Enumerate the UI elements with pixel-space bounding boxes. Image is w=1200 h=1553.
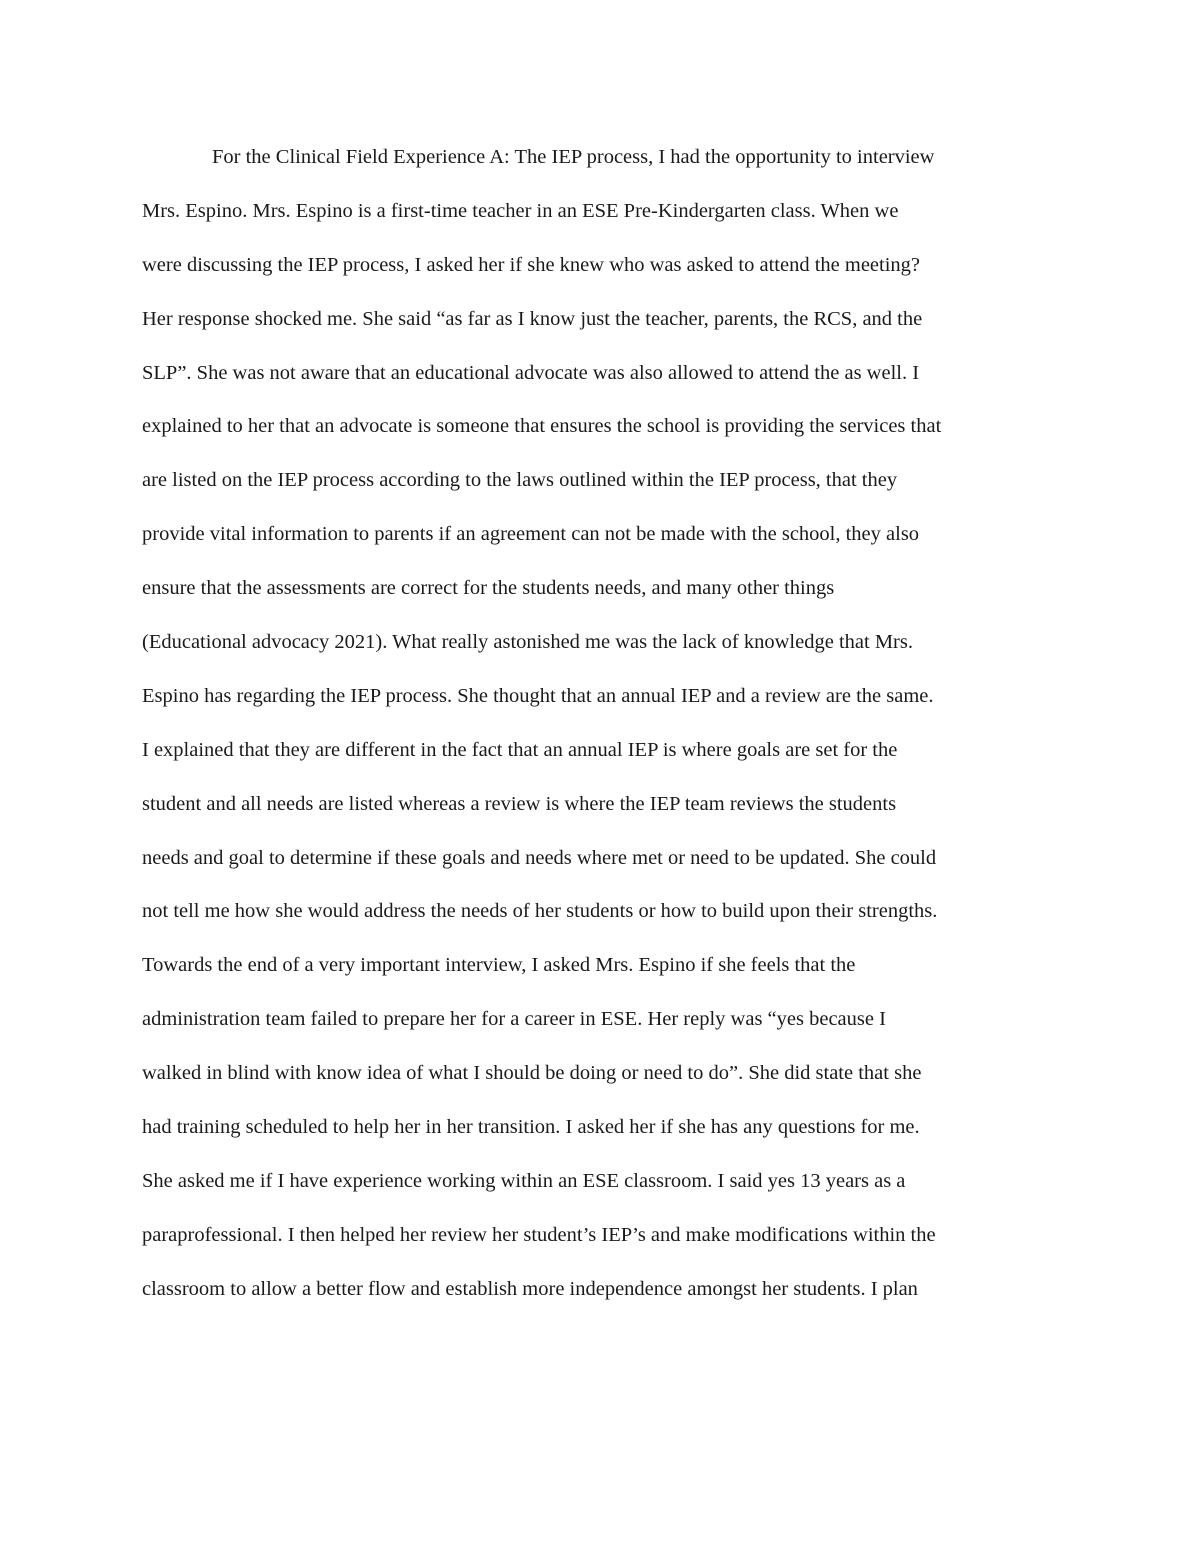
text-line: For the Clinical Field Experience A: The IEP process, I had the opportunity to interview [212, 146, 935, 168]
text-line: I explained that they are different in the fact that an annual IEP is where goals are set for the [142, 738, 898, 761]
text-line: Her response shocked me. She said “as far as I know just the teacher, parents, the RCS, and the [142, 307, 923, 330]
text-line: needs and goal to determine if these goals and needs where met or need to be updated. She could [142, 846, 937, 869]
text-line: classroom to allow a better flow and establish more independence amongst her students. I plan [142, 1277, 918, 1300]
text-line: SLP”. She was not aware that an educational advocate was also allowed to attend the as well. I [142, 361, 920, 384]
text-line: Towards the end of a very important interview, I asked Mrs. Espino if she feels that the [142, 954, 856, 977]
text-line: provide vital information to parents if an agreement can not be made with the school, they also [142, 523, 920, 546]
text-line: She asked me if I have experience working within an ESE classroom. I said yes 13 years as a [142, 1169, 906, 1192]
text-line: explained to her that an advocate is someone that ensures the school is providing the services that [142, 415, 942, 438]
text-line: ensure that the assessments are correct for the students needs, and many other things [142, 577, 835, 600]
text-line: administration team failed to prepare her for a career in ESE. Her reply was “yes because I [142, 1008, 886, 1031]
text-line: Espino has regarding the IEP process. She thought that an annual IEP and a review are the same. [142, 684, 934, 707]
text-line: student and all needs are listed whereas a review is where the IEP team reviews the students [142, 792, 897, 815]
text-line: not tell me how she would address the needs of her students or how to build upon their strengths. [142, 900, 938, 923]
text-line: were discussing the IEP process, I asked her if she knew who was asked to attend the meeting? [142, 253, 921, 276]
text-line: are listed on the IEP process according to the laws outlined within the IEP process, that they [142, 469, 898, 492]
text-line: paraprofessional. I then helped her review her student’s IEP’s and make modifications within the [142, 1223, 936, 1246]
text-line: had training scheduled to help her in her transition. I asked her if she has any questions for me. [142, 1116, 920, 1139]
text-line: Mrs. Espino. Mrs. Espino is a first-time teacher in an ESE Pre-Kindergarten class. When we [142, 199, 899, 222]
text-line: walked in blind with know idea of what I should be doing or need to do”. She did state that she [142, 1062, 922, 1085]
body-paragraph [142, 138, 1072, 1324]
text-line: (Educational advocacy 2021). What really astonished me was the lack of knowledge that Mrs. [142, 631, 913, 654]
